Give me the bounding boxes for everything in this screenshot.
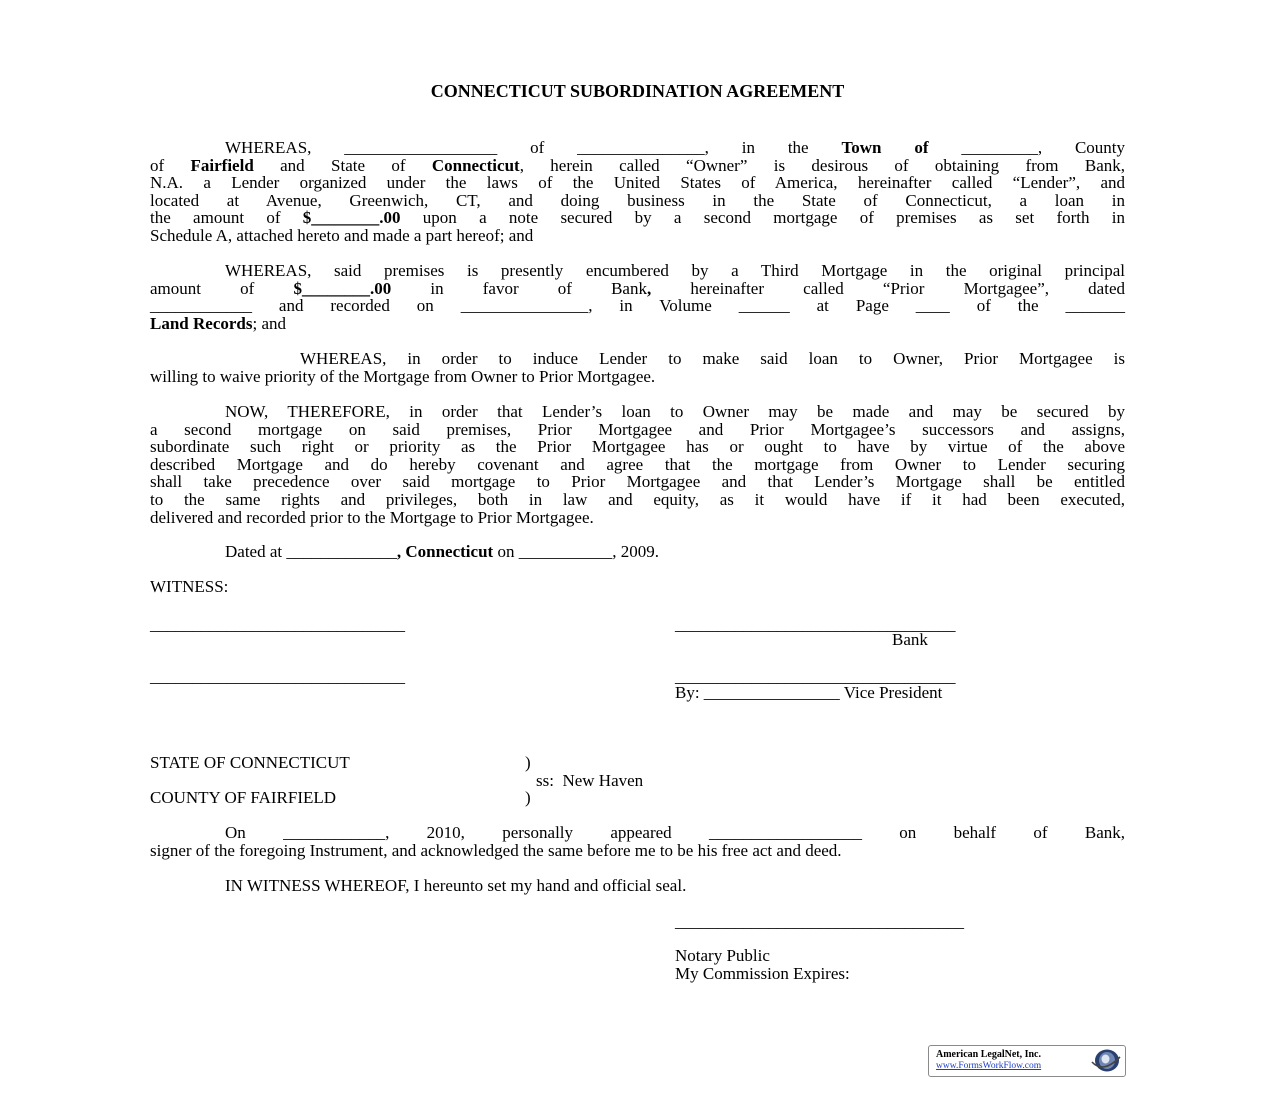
venue-state: STATE OF CONNECTICUT — [150, 753, 350, 772]
bank-label: Bank — [892, 630, 928, 649]
text-line: to the same rights and privileges, both in law and equity, as it would have if it had been executed, — [150, 489, 1125, 509]
venue-county: COUNTY OF FAIRFIELD — [150, 788, 337, 807]
witness-signature-line-1: ______________________________ — [150, 615, 405, 634]
paragraph-whereas-2 — [150, 262, 1125, 332]
witness-label: WITNESS: — [150, 577, 229, 596]
text-line: WHEREAS, in order to induce Lender to make said loan to Owner, Prior Mortgagee is — [300, 349, 1125, 368]
logo-company-name: American LegalNet, Inc. — [936, 1049, 1041, 1060]
globe-icon — [1089, 1048, 1122, 1073]
text-line: amount of $________.00 in favor of Bank, hereinafter called “Prior Mortgagee”, dated — [150, 278, 1125, 298]
vice-president-line: By: ________________ Vice President — [675, 683, 943, 702]
text-line: located at Avenue, Greenwich, CT, and doing business in the State of Connecticut, a loan in — [150, 190, 1125, 210]
paragraph-whereas-1 — [150, 139, 1125, 245]
text-line: Schedule A, attached hereto and made a part hereof; and — [150, 225, 534, 245]
text-line: described Mortgage and do hereby covenant and agree that the mortgage from Owner to Lender securing — [150, 454, 1125, 474]
paragraph-now-therefore — [150, 403, 1125, 526]
text-line: ____________ and recorded on _______________, in Volume ______ at Page ____ of the _______ — [150, 296, 1125, 316]
text-line: of Fairfield and State of Connecticut, herein called “Owner” is desirous of obtaining from Bank, — [150, 155, 1125, 175]
venue-paren-2: ) — [525, 788, 531, 807]
text-line: subordinate such right or priority as the Prior Mortgagee has or ought to have by virtue of the above — [150, 437, 1125, 457]
logo-url-link[interactable]: www.FormsWorkFlow.com — [936, 1061, 1042, 1071]
bank-signature-line: _________________________________ — [675, 615, 956, 634]
paragraph-acknowledgment — [150, 824, 1125, 859]
in-witness-whereof: IN WITNESS WHEREOF, I hereunto set my hand and official seal. — [225, 876, 687, 895]
text-line: signer of the foregoing Instrument, and acknowledged the same before me to be his free act and deed. — [150, 840, 842, 860]
notary-public-label: Notary Public — [675, 946, 770, 965]
commission-expires-label: My Commission Expires: — [675, 964, 850, 983]
text-line: N.A. a Lender organized under the laws of the United States of America, hereinafter called “Lender”, and — [150, 173, 1125, 193]
text-line: shall take precedence over said mortgage to Prior Mortgagee and that Lender’s Mortgage shall be entitled — [150, 472, 1125, 492]
paragraph-whereas-3 — [150, 350, 1125, 385]
text-line: willing to waive priority of the Mortgage from Owner to Prior Mortgagee. — [150, 366, 656, 386]
officer-signature-line: _________________________________ — [675, 667, 956, 686]
text-line: delivered and recorded prior to the Mortgage to Prior Mortgagee. — [150, 507, 594, 527]
text-line: WHEREAS, said premises is presently encumbered by a Third Mortgage in the original principal — [225, 261, 1125, 280]
venue-paren-1: ) — [525, 753, 531, 772]
venue-ss: ss: New Haven — [536, 771, 644, 790]
text-line: the amount of $________.00 upon a note secured by a second mortgage of premises as set forth in — [150, 208, 1125, 228]
witness-signature-line-2: ______________________________ — [150, 667, 405, 686]
notary-signature-line: __________________________________ — [675, 912, 964, 931]
text-line: On ____________, 2010, personally appeared __________________ on behalf of Bank, — [225, 823, 1125, 842]
text-line: NOW, THEREFORE, in order that Lender’s loan to Owner may be made and may be secured by — [225, 402, 1125, 421]
document-title: CONNECTICUT SUBORDINATION AGREEMENT — [430, 81, 845, 101]
text-line: a second mortgage on said premises, Prior Mortgagee and Prior Mortgagee’s successors and assigns, — [150, 419, 1125, 439]
dated-line: Dated at _____________, Connecticut on ___________, 2009. — [225, 542, 659, 561]
american-legalnet-logo[interactable] — [928, 1045, 1126, 1077]
text-line: WHEREAS, __________________ of _______________, in the Town of _________, County — [225, 138, 1126, 157]
text-line: Land Records; and — [150, 313, 287, 333]
